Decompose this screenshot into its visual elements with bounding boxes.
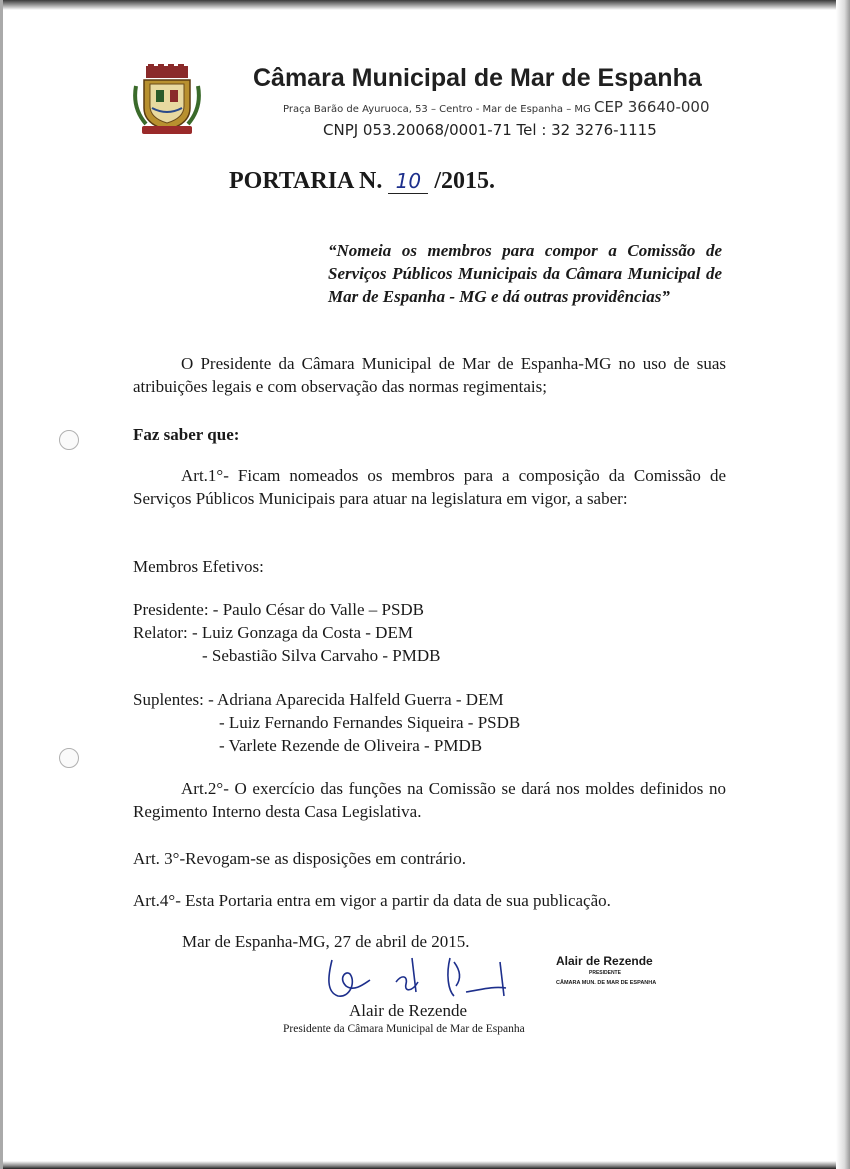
header-address-text: Praça Barão de Ayuruoca, 53 – Centro - Mar de Espanha – MG: [283, 104, 594, 115]
portaria-heading: [229, 168, 495, 195]
stamp-organization: CÂMARA MUN. DE MAR DE ESPANHA: [556, 980, 657, 986]
preamble-paragraph: O Presidente da Câmara Municipal de Mar de Espanha-MG no uso de suas atribuições legais e com observação das normas regimentais;: [133, 354, 726, 396]
scan-right-edge: [836, 0, 850, 1169]
scan-bottom-edge: [0, 1161, 850, 1169]
member-suplente-2: - Luiz Fernando Fernandes Siqueira - PSDB: [219, 713, 521, 732]
article-2-paragraph: Art.2°- O exercício das funções na Comissão se dará nos moldes definidos no Regimento Interno desta Casa Legislativa.: [133, 779, 726, 821]
signatory-name: Alair de Rezende: [349, 1001, 467, 1020]
header-address: [283, 98, 710, 116]
signature-place-date: Mar de Espanha-MG, 27 de abril de 2015.: [182, 932, 470, 951]
coat-of-arms-icon: [132, 64, 202, 136]
punch-hole-top: [59, 430, 79, 450]
punch-hole-bottom: [59, 748, 79, 768]
scan-top-edge: [0, 0, 850, 10]
scan-left-edge: [0, 0, 3, 1169]
header-title: Câmara Municipal de Mar de Espanha: [253, 64, 702, 92]
portaria-prefix: PORTARIA N.: [229, 168, 389, 194]
member-relator: Relator: - Luiz Gonzaga da Costa - DEM: [133, 623, 413, 642]
portaria-number: 10: [388, 169, 428, 194]
header-contact: CNPJ 053.20068/0001-71 Tel : 32 3276-1115: [323, 121, 657, 139]
faz-saber-heading: Faz saber que:: [133, 425, 240, 444]
header-cep: CEP 36640-000: [593, 98, 710, 116]
portaria-year: /2015.: [428, 168, 496, 194]
member-suplente-3: - Varlete Rezende de Oliveira - PMDB: [219, 736, 483, 755]
signatory-role: Presidente da Câmara Municipal de Mar de Espanha: [283, 1023, 525, 1035]
article-3-paragraph: Art. 3°-Revogam-se as disposições em contrário.: [133, 849, 467, 868]
handwritten-signature-icon: [320, 952, 510, 1004]
membros-efetivos-label: Membros Efetivos:: [133, 557, 264, 576]
member-relator-2: - Sebastião Silva Carvaho - PMDB: [202, 646, 441, 665]
article-4-paragraph: Art.4°- Esta Portaria entra em vigor a partir da data de sua publicação.: [133, 891, 611, 910]
ementa-paragraph: “Nomeia os membros para compor a Comissão de Serviços Públicos Municipais da Câmara Municipal de Mar de Espanha - MG e dá outras providências”: [328, 241, 722, 306]
stamp-name: Alair de Rezende: [556, 954, 653, 968]
member-suplente-1: Suplentes: - Adriana Aparecida Halfeld Guerra - DEM: [133, 690, 504, 709]
stamp-role: PRESIDENTE: [589, 970, 621, 976]
member-presidente: Presidente: - Paulo César do Valle – PSDB: [133, 600, 425, 619]
article-1-paragraph: Art.1°- Ficam nomeados os membros para a composição da Comissão de Serviços Públicos Municipais para atuar na legislatura em vigor, a saber:: [133, 466, 726, 508]
